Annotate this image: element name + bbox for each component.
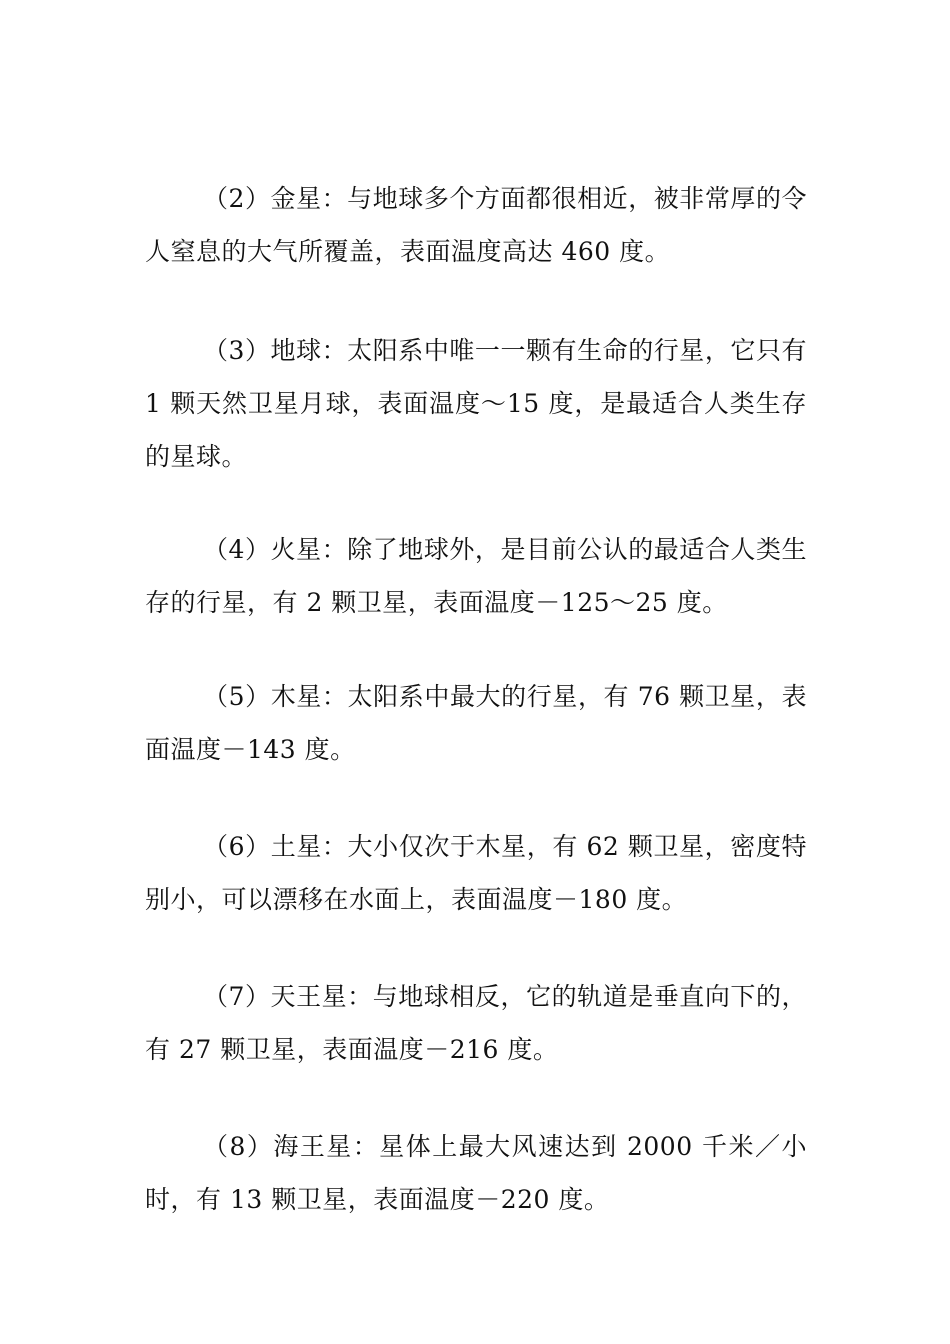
paragraph-earth: （3）地球：太阳系中唯一一颗有生命的行星，它只有 1 颗天然卫星月球，表面温度～15 度，是最适合人类生存的星球。 [145,336,807,471]
paragraph-saturn: （6）土星：大小仅次于木星，有 62 颗卫星，密度特别小，可以漂移在水面上，表面温度－180 度。 [145,832,807,914]
paragraph-mars: （4）火星：除了地球外，是目前公认的最适合人类生存的行星，有 2 颗卫星，表面温度－125～25 度。 [145,535,807,617]
paragraph-venus: （2）金星：与地球多个方面都很相近，被非常厚的令人窒息的大气所覆盖，表面温度高达 460 度。 [145,184,807,266]
paragraph-jupiter: （5）木星：太阳系中最大的行星，有 76 颗卫星，表面温度－143 度。 [145,682,807,764]
paragraph-neptune: （8）海王星：星体上最大风速达到 2000 千米／小时，有 13 颗卫星，表面温度－220 度。 [145,1132,807,1214]
paragraph-uranus: （7）天王星：与地球相反，它的轨道是垂直向下的，有 27 颗卫星，表面温度－216 度。 [145,982,807,1064]
